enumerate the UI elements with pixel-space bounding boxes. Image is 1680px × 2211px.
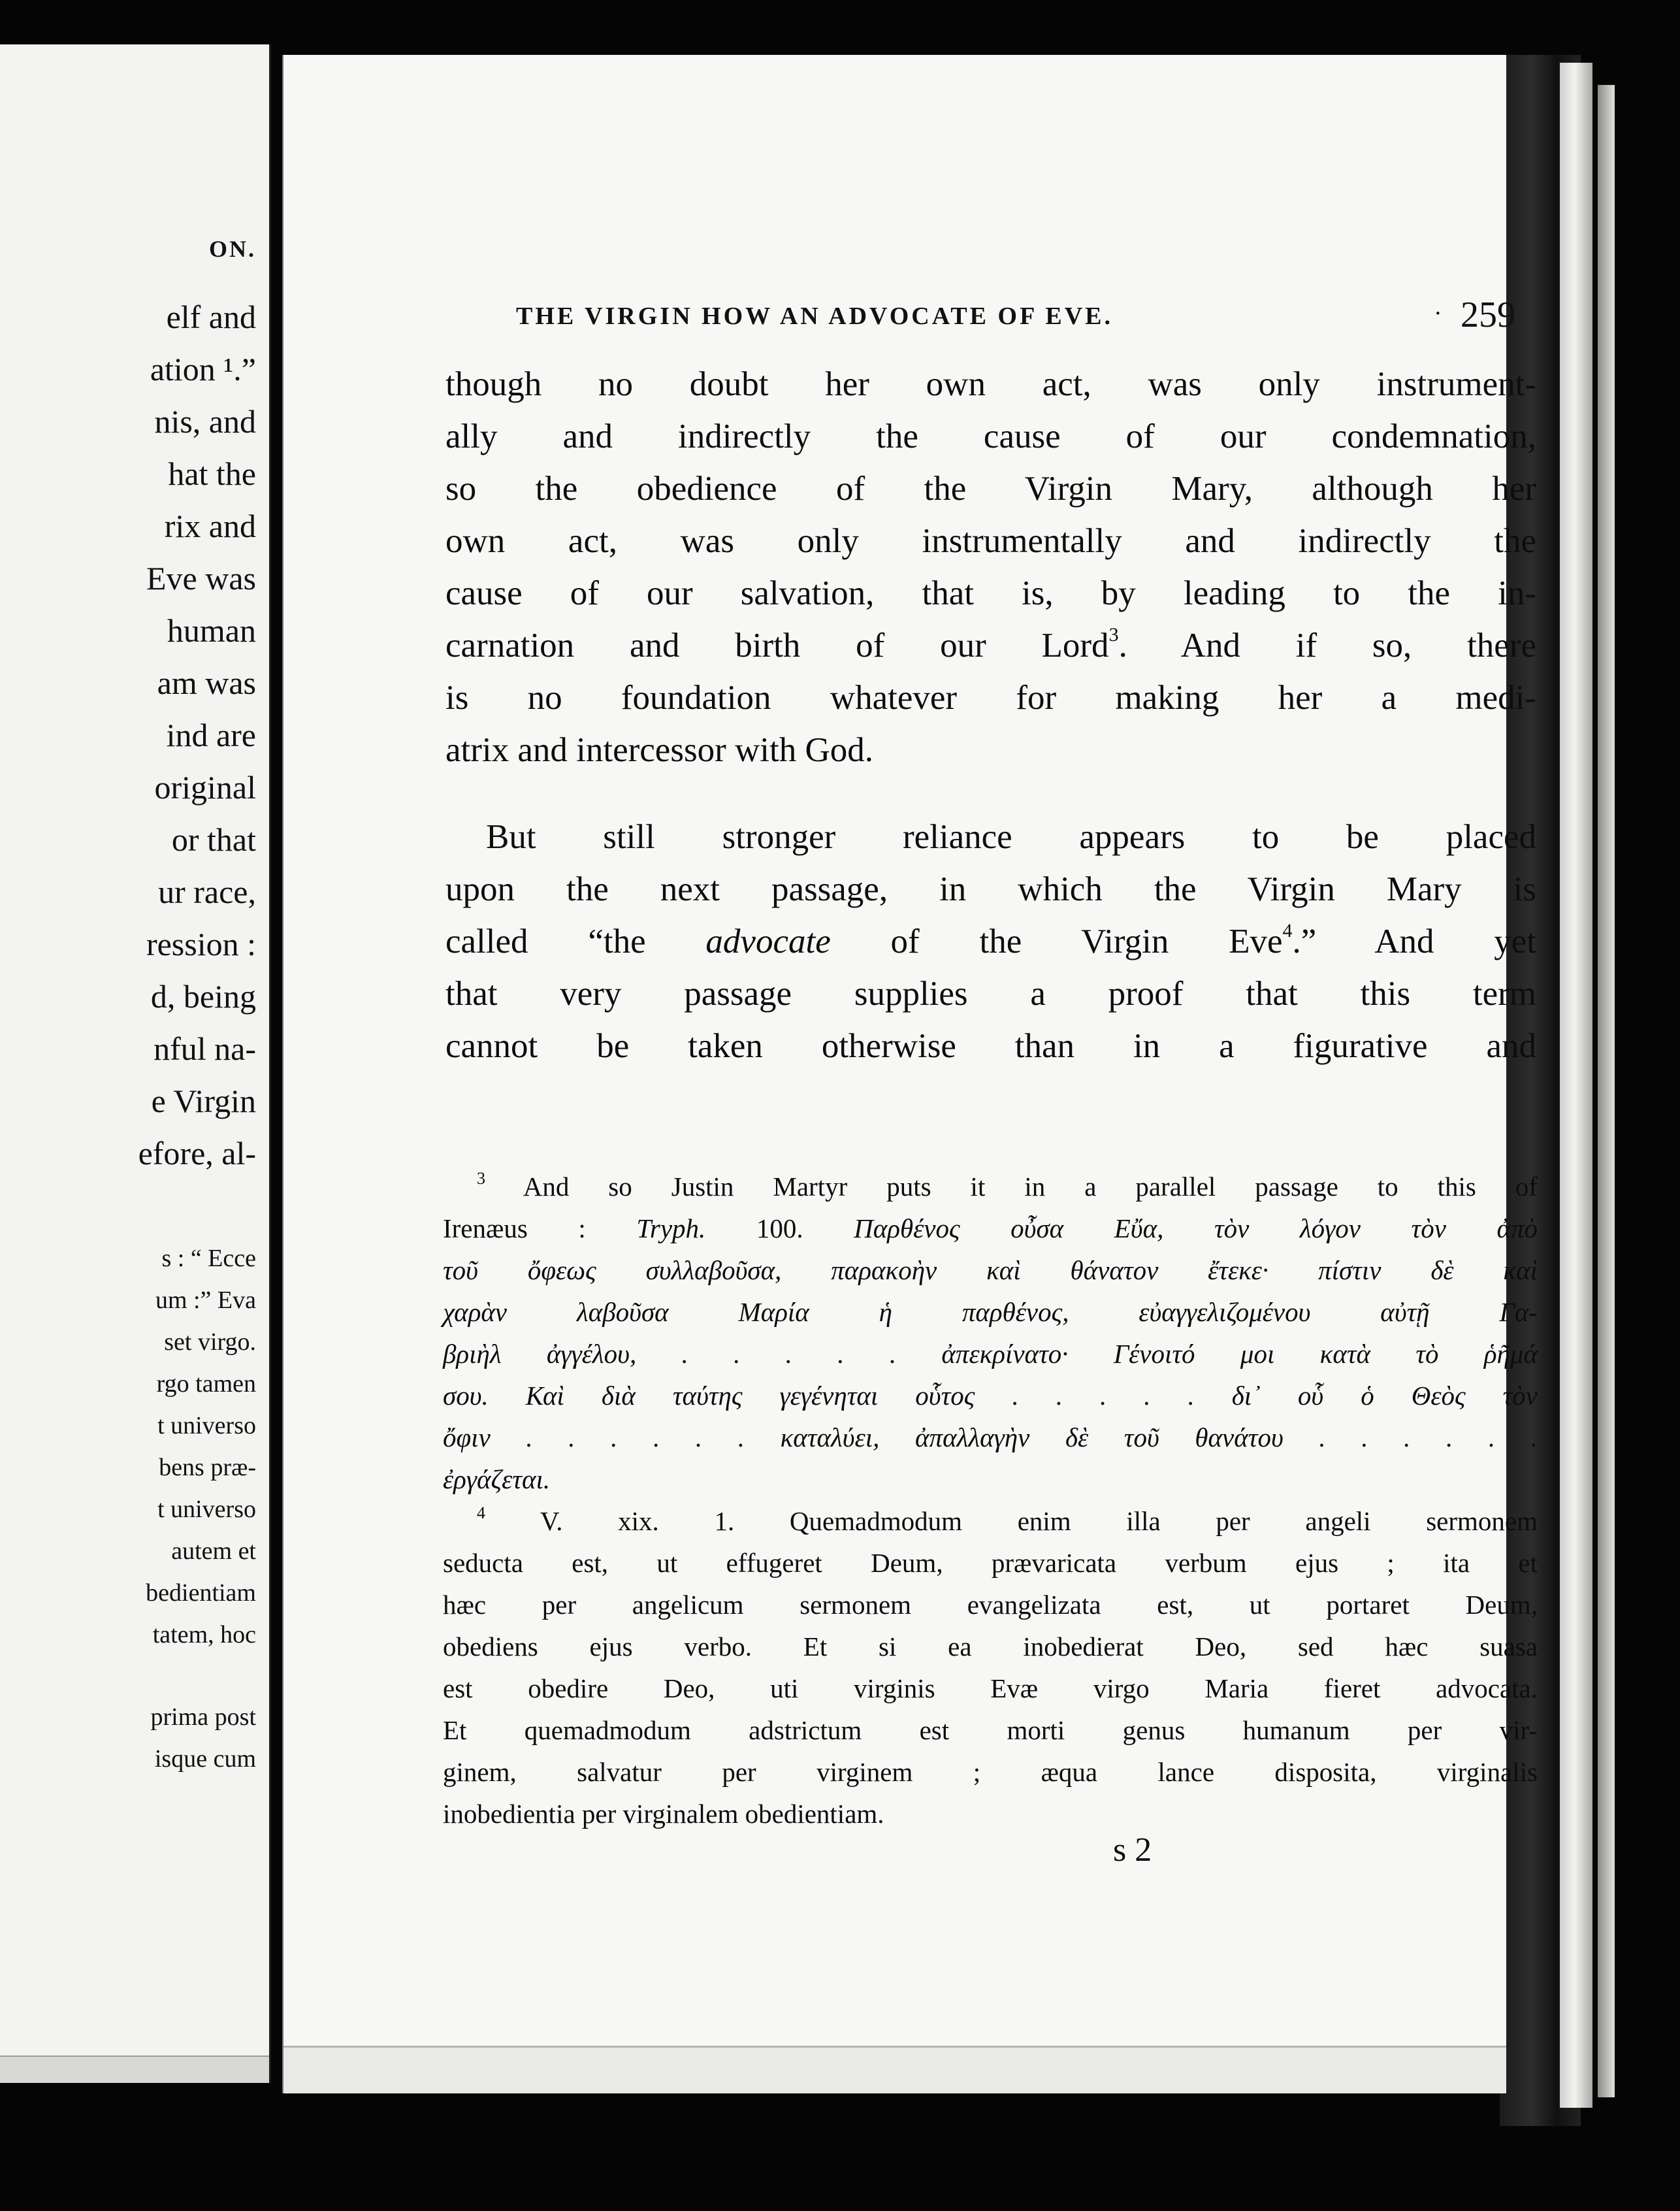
footnote-line: est obedire Deo, uti virginis Evæ virgo Maria fieret advocata.	[443, 1673, 1538, 1703]
text-line: cannot be taken otherwise than in a figurative and	[445, 1027, 1536, 1065]
text-line: own act, was only instrumentally and indirectly the	[445, 522, 1536, 560]
facing-page-line: original	[154, 769, 256, 806]
text-segment: carnation and birth of our Lord	[445, 627, 1109, 664]
footnote-text: And so Justin Martyr puts it in a parallel passage to this of	[523, 1171, 1538, 1202]
paragraph-gap	[445, 776, 1536, 811]
running-title: THE VIRGIN HOW AN ADVOCATE OF EVE.	[516, 303, 1114, 330]
facing-page-line: elf and	[166, 299, 256, 335]
facing-page-line: Eve was	[146, 560, 256, 597]
greek-text: Παρθένος οὖσα Εὔα, τὸν λόγον τὸν ἀπὸ	[854, 1213, 1538, 1243]
greek-line: τοῦ ὄφεως συλλαβοῦσα, παρακοὴν καὶ θάνατον ἔτεκε· πίστιν δὲ καὶ	[443, 1255, 1538, 1285]
footnote-4	[443, 1500, 1538, 1542]
facing-page-note-line: bedientiam	[146, 1579, 256, 1607]
text-line: is no foundation whatever for making her a medi-	[445, 679, 1536, 717]
facing-page-header-fragment: ON.	[209, 236, 256, 262]
footnote-text: 100.	[756, 1213, 803, 1243]
footnote-text: V. xix. 1. Quemadmodum enim illa per angeli sermonem	[540, 1506, 1538, 1536]
page-bottom-edge	[283, 2046, 1506, 2093]
text-line: upon the next passage, in which the Virgin Mary is	[445, 870, 1536, 908]
footnote-marker: 3	[477, 1169, 485, 1188]
footnote-3	[443, 1166, 1538, 1207]
text-line: But still stronger reliance appears to be placed	[486, 818, 1536, 856]
facing-page-line: nis, and	[154, 403, 256, 440]
facing-page-note-line: tatem, hoc	[152, 1621, 256, 1648]
footnote-line: inobedientia per virginalem obedientiam.	[443, 1799, 884, 1829]
greek-line: βριὴλ ἀγγέλου, . . . . . ἀπεκρίνατο· Γένοιτό μοι κατὰ τὸ ῥῆμά	[443, 1339, 1538, 1369]
greek-line: ἐργάζεται.	[443, 1464, 551, 1494]
text-line: so the obedience of the Virgin Mary, although her	[445, 470, 1536, 508]
facing-page-line: d, being	[150, 978, 256, 1015]
footnote-line: seducta est, ut effugeret Deum, prævaricata verbum ejus ; ita et	[443, 1548, 1538, 1578]
footnote-line: obediens ejus verbo. Et si ea inobedierat Deo, sed hæc suasa	[443, 1631, 1538, 1662]
facing-page-note-line: prima post	[150, 1703, 256, 1731]
main-text	[445, 358, 1536, 1072]
facing-page-line: e Virgin	[151, 1083, 256, 1119]
emphasis-tryph: Tryph.	[636, 1213, 706, 1243]
facing-page-left	[0, 44, 271, 2083]
footnote-ref-4: 4	[1282, 920, 1293, 942]
text-line: atrix and intercessor with God.	[445, 731, 873, 769]
text-line: cause of our salvation, that is, by leading to the in-	[445, 574, 1536, 612]
facing-page-line: hat the	[168, 455, 256, 492]
emphasis-advocate: advocate	[705, 923, 831, 960]
text-line	[445, 619, 1536, 672]
text-line: ally and indirectly the cause of our condemnation,	[445, 418, 1536, 455]
text-line: that very passage supplies a proof that this term	[445, 975, 1536, 1013]
back-page-edge	[1598, 85, 1615, 2097]
greek-line: σου. Καὶ διὰ ταύτης γεγένηται οὗτος . . . . . δι᾽ οὗ ὁ Θεὸς τὸν	[443, 1381, 1538, 1411]
facing-page-note-line: um :” Eva	[155, 1286, 256, 1314]
facing-page-line: ression :	[146, 926, 256, 962]
greek-line: ὄφιν . . . . . . καταλύει, ἀπαλλαγὴν δὲ τοῦ θανάτου . . . . . .	[443, 1422, 1538, 1452]
text-segment: . And if so, there	[1118, 627, 1536, 664]
footnote-marker: 4	[477, 1503, 485, 1522]
page-number: 259	[1461, 295, 1515, 335]
running-header-dot: ·	[1434, 300, 1442, 327]
text-segment: of the Virgin Eve	[890, 923, 1283, 960]
footnotes	[443, 1166, 1538, 1835]
footnote-line	[443, 1207, 1538, 1249]
text-line	[445, 915, 1536, 968]
facing-page-line: ind are	[166, 717, 256, 753]
facing-page-line: nful na-	[153, 1030, 256, 1067]
facing-page-note-line: rgo tamen	[156, 1370, 256, 1398]
facing-page-line: human	[167, 612, 256, 649]
facing-page-note-line: isque cum	[154, 1745, 256, 1773]
running-header	[516, 294, 1530, 340]
facing-page-note-line: s : “ Ecce	[161, 1245, 256, 1272]
text-segment: called “the	[445, 923, 646, 960]
facing-page-note-line: t universo	[157, 1496, 256, 1523]
text-segment: .” And yet	[1292, 923, 1537, 960]
facing-page-note-line: t universo	[157, 1412, 256, 1439]
signature-mark: s 2	[1113, 1831, 1152, 1869]
facing-page-line: rix and	[164, 508, 256, 544]
facing-page-note-line: set virgo.	[164, 1328, 256, 1356]
facing-page-note-line: bens præ-	[159, 1454, 256, 1481]
facing-page-note-line: autem et	[171, 1537, 256, 1565]
facing-page-line: ation ¹.”	[150, 351, 256, 387]
text-line: though no doubt her own act, was only instrument-	[445, 365, 1536, 403]
facing-page-line: ur race,	[158, 874, 256, 910]
page-259	[282, 55, 1538, 2093]
footnote-line: Et quemadmodum adstrictum est morti genus humanum per vir-	[443, 1715, 1538, 1745]
facing-page-edge	[0, 2055, 269, 2083]
back-page-edge	[1560, 63, 1592, 2108]
footnote-line: hæc per angelicum sermonem evangelizata est, ut portaret Deum,	[443, 1590, 1538, 1620]
footnote-ref-3: 3	[1108, 624, 1119, 646]
facing-page-line: am was	[157, 664, 256, 701]
facing-page-line: efore, al-	[138, 1135, 256, 1171]
footnote-text: Irenæus :	[443, 1213, 586, 1243]
facing-page-line: or that	[171, 821, 256, 858]
footnote-line: ginem, salvatur per virginem ; æqua lance disposita, virginalis	[443, 1757, 1538, 1787]
greek-line: χαρὰν λαβοῦσα Μαρία ἡ παρθένος, εὐαγγελιζομένου αὐτῇ Γα-	[443, 1297, 1538, 1327]
